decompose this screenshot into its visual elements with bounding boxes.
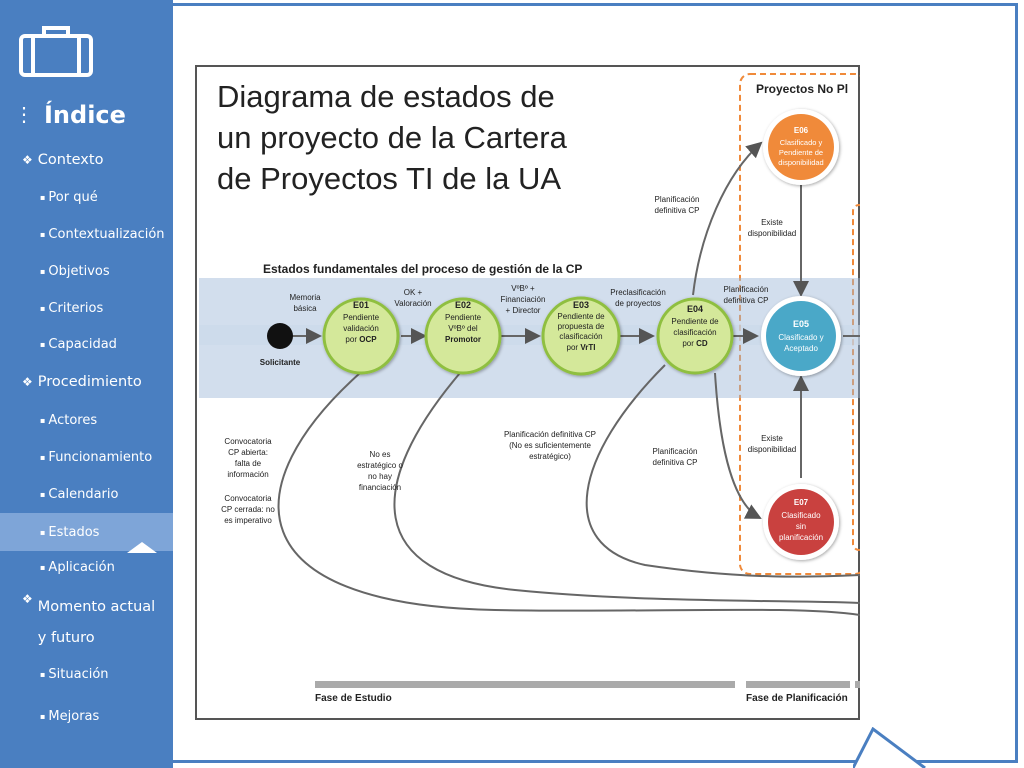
label-existe-top-2: disponibilidad <box>747 229 797 238</box>
sidebar-item-label: Contextualización <box>48 226 165 242</box>
label-existe-bottom-2: disponibilidad <box>747 445 797 454</box>
sidebar-item-label: Capacidad <box>48 336 117 352</box>
diamond-bullet-icon: ❖ <box>22 375 33 389</box>
svg-text:E06: E06 <box>793 126 809 135</box>
square-bullet-icon: ▪ <box>40 527 46 537</box>
label-noestr-1: No es <box>369 450 391 459</box>
svg-text:clasificación: clasificación <box>673 328 717 337</box>
sidebar-item-por-qué[interactable] <box>0 185 173 209</box>
label-ok-2: Valoración <box>394 299 432 308</box>
sidebar-item-actores[interactable] <box>0 408 173 432</box>
svg-text:VºBº del: VºBº del <box>448 324 478 333</box>
svg-text:por OCP: por OCP <box>345 335 377 344</box>
svg-text:Aceptado: Aceptado <box>784 344 818 353</box>
sidebar-item-label: Funcionamiento <box>48 449 153 465</box>
square-bullet-icon: ▪ <box>40 415 46 425</box>
label-vobo-1: VºBº + <box>511 284 535 293</box>
label-planif-nosuf-1: Planificación definitiva CP <box>503 430 597 439</box>
svg-text:Promotor: Promotor <box>445 335 481 344</box>
diamond-bullet-icon: ❖ <box>22 153 33 167</box>
diamond-bullet-icon: ❖ <box>22 592 33 606</box>
square-bullet-icon: ▪ <box>40 452 46 462</box>
sidebar-item-calendario[interactable] <box>0 482 173 506</box>
sidebar-item-label: Por qué <box>48 189 98 205</box>
sidebar-item-label: Actores <box>48 412 98 428</box>
label-planif-e05-2: definitiva CP <box>723 296 769 305</box>
svg-text:E05: E05 <box>792 319 810 329</box>
label-precl-2: de proyectos <box>615 299 661 308</box>
sidebar-item-criterios[interactable] <box>0 296 173 320</box>
label-existe-top-1: Existe <box>761 218 783 227</box>
svg-text:E03: E03 <box>572 300 590 310</box>
svg-text:clasificación: clasificación <box>559 332 603 341</box>
svg-text:validación: validación <box>343 324 379 333</box>
label-conv-7: CP cerrada: no <box>221 505 275 514</box>
label-planif-nosuf-2: (No es suficientemente <box>509 441 591 450</box>
label-planif-e07-1: Planificación <box>652 447 698 456</box>
square-bullet-icon: ▪ <box>40 669 46 679</box>
square-bullet-icon: ▪ <box>40 192 46 202</box>
label-conv-1: Convocatoria <box>224 437 272 446</box>
sidebar-item-funcionamiento[interactable] <box>0 445 173 469</box>
band-title: Estados fundamentales del proceso de gestión de la CP <box>263 262 583 276</box>
label-vobo-3: + Director <box>505 306 541 315</box>
sidebar-item-momento-actual-y-futuro[interactable] <box>0 592 173 648</box>
sidebar-item-label: Calendario <box>48 486 119 502</box>
state-e03 <box>543 298 619 374</box>
label-noestr-4: financiación <box>358 483 402 492</box>
svg-text:sin: sin <box>795 522 807 531</box>
sidebar-item-label: Contexto <box>37 152 104 168</box>
phase-bar-estudio <box>315 681 735 688</box>
label-conv-2: CP abierta: <box>228 448 268 457</box>
sidebar-item-aplicación[interactable] <box>0 555 173 579</box>
label-existe-bottom-1: Existe <box>761 434 783 443</box>
svg-text:propuesta de: propuesta de <box>557 322 605 331</box>
no-planificados-title: Proyectos No Pl <box>756 82 849 96</box>
svg-text:planificación: planificación <box>778 533 824 542</box>
sidebar-item-label: Objetivos <box>48 263 110 279</box>
label-ok-1: OK + <box>403 288 423 297</box>
sidebar-item-contextualización[interactable] <box>0 222 173 246</box>
svg-text:por CD: por CD <box>682 339 708 348</box>
svg-text:E02: E02 <box>454 300 472 310</box>
svg-text:Pendiente de: Pendiente de <box>778 148 824 157</box>
state-e02 <box>426 299 500 373</box>
active-pointer-icon <box>127 541 173 553</box>
sidebar-item-mejoras[interactable] <box>0 704 173 728</box>
phase-label-planificacion: Fase de Planificación <box>746 693 848 704</box>
sidebar-item-label: Procedimiento <box>37 374 142 390</box>
label-planif-top-1: Planificación <box>654 195 700 204</box>
diagram-title-line-2: un proyecto de la Cartera <box>217 120 567 155</box>
state-e01 <box>324 299 398 373</box>
sidebar-item-label: Aplicación <box>48 559 115 575</box>
start-label: Solicitante <box>259 358 301 367</box>
label-conv-8: es imperativo <box>224 516 272 525</box>
label-planif-nosuf-3: estratégico) <box>529 452 571 461</box>
label-memoria-2: básica <box>293 304 317 313</box>
phase-bar-planificacion <box>746 681 850 688</box>
label-noestr-3: no hay <box>367 472 393 481</box>
svg-text:E04: E04 <box>686 304 704 314</box>
svg-text:Clasificado: Clasificado <box>781 511 821 520</box>
sidebar-item-objetivos[interactable] <box>0 259 173 283</box>
sidebar-item-label: Criterios <box>48 300 104 316</box>
label-conv-6: Convocatoria <box>224 494 272 503</box>
svg-text:E07: E07 <box>793 498 809 507</box>
diagram-title-line-3: de Proyectos TI de la UA <box>217 161 562 196</box>
state-e06 <box>763 109 839 185</box>
phase-label-estudio: Fase de Estudio <box>315 693 392 704</box>
svg-text:E01: E01 <box>352 300 370 310</box>
sidebar-title: Índice <box>44 101 126 129</box>
label-noestr-2: estratégico o <box>357 461 403 470</box>
sidebar-item-label: Momento actual y futuro <box>37 599 156 646</box>
sidebar-item-situación[interactable] <box>0 662 173 686</box>
svg-text:Clasificado y: Clasificado y <box>779 138 823 147</box>
label-vobo-2: Financiación <box>500 295 546 304</box>
sidebar-item-label: Estados <box>48 524 100 540</box>
svg-text:Clasificado y: Clasificado y <box>778 333 824 342</box>
sidebar-item-procedimiento[interactable] <box>0 370 173 394</box>
square-bullet-icon: ▪ <box>40 303 46 313</box>
state-e05 <box>761 296 841 376</box>
corner-pointer-icon <box>853 727 933 768</box>
label-conv-4: información <box>227 470 269 479</box>
diagram-title-line-1: Diagrama de estados de <box>217 79 555 114</box>
label-conv-3: falta de <box>234 459 262 468</box>
sidebar-item-label: Mejoras <box>48 708 100 724</box>
state-e04 <box>658 299 732 373</box>
start-node <box>267 323 293 349</box>
sidebar-item-capacidad[interactable] <box>0 332 173 356</box>
label-planif-e07-2: definitiva CP <box>652 458 698 467</box>
svg-text:disponibilidad: disponibilidad <box>778 158 824 167</box>
svg-text:Pendiente de: Pendiente de <box>671 317 719 326</box>
square-bullet-icon: ▪ <box>40 562 46 572</box>
sidebar <box>0 0 173 768</box>
sidebar-title-row <box>14 101 126 129</box>
label-planif-e05-1: Planificación <box>723 285 769 294</box>
briefcase-icon <box>18 24 94 78</box>
square-bullet-icon: ▪ <box>40 266 46 276</box>
sidebar-item-label: Situación <box>48 666 109 682</box>
svg-text:Pendiente: Pendiente <box>342 313 380 322</box>
state-e07 <box>763 484 839 560</box>
square-bullet-icon: ▪ <box>40 711 46 721</box>
svg-text:Pendiente: Pendiente <box>444 313 482 322</box>
svg-text:Pendiente de: Pendiente de <box>557 312 605 321</box>
label-precl-1: Preclasificación <box>610 288 666 297</box>
sidebar-item-contexto[interactable] <box>0 148 173 172</box>
menu-dots-icon: ⋮ <box>14 104 34 126</box>
phase-bar-next <box>855 681 860 688</box>
label-memoria-1: Memoria <box>289 293 321 302</box>
square-bullet-icon: ▪ <box>40 229 46 239</box>
square-bullet-icon: ▪ <box>40 489 46 499</box>
state-diagram-image <box>195 65 860 720</box>
svg-text:por VrTI: por VrTI <box>566 343 596 352</box>
label-planif-top-2: definitiva CP <box>654 206 700 215</box>
square-bullet-icon: ▪ <box>40 339 46 349</box>
